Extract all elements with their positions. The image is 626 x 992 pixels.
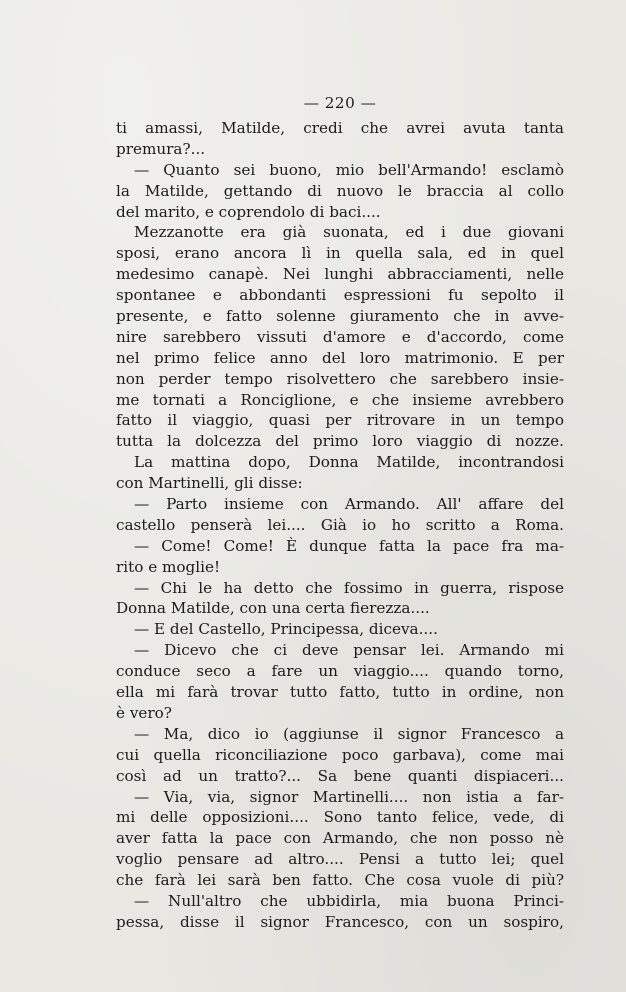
text-line: fatto il viaggio, quasi per ritrovare in un tempo: [116, 411, 564, 430]
text-line: — Via, via, signor Martinelli.... non istia a far-: [134, 787, 564, 806]
text-line: nel primo felice anno del loro matrimonio. E per: [116, 348, 564, 367]
text-line: conduce seco a fare un viaggio.... quando torno,: [116, 662, 564, 681]
text-line: — Ma, dico io (aggiunse il signor Francesco a: [134, 724, 564, 743]
text-line: rito e moglie!: [116, 557, 221, 576]
text-line: castello penserà lei.... Già io ho scritto a Roma.: [116, 515, 564, 534]
text-line: Mezzanotte era già suonata, ed i due giovani: [134, 223, 564, 242]
text-line: ti amassi, Matilde, credi che avrei avuta tanta: [116, 119, 564, 137]
text-line: tutta la dolcezza del primo loro viaggio di nozze.: [116, 432, 564, 451]
text-line: — Come! Come! È dunque fatta la pace fra ma-: [134, 536, 564, 555]
text-line: — Chi le ha detto che fossimo in guerra, rispose: [134, 578, 564, 597]
text-line: spontanee e abbondanti espressioni fu sepolto il: [116, 286, 564, 305]
text-line: medesimo canapè. Nei lunghi abbracciamenti, nelle: [116, 265, 564, 284]
text-line: sposi, erano ancora lì in quella sala, ed in quel: [116, 244, 564, 263]
text-line: la Matilde, gettando di nuovo le braccia al collo: [116, 181, 564, 200]
text-line: così ad un tratto?... Sa bene quanti dispiaceri...: [116, 766, 564, 785]
text-line: me tornati a Ronciglione, e che insieme avrebbero: [116, 390, 564, 409]
text-block: [116, 88, 564, 933]
text-line: pessa, disse il signor Francesco, con un sospiro,: [116, 912, 564, 931]
text-line: — Null'altro che ubbidirla, mia buona Princi-: [134, 891, 564, 910]
text-line: aver fatta la pace con Armando, che non posso nè: [116, 829, 564, 848]
text-line: del marito, e coprendolo di baci....: [116, 202, 381, 221]
text-line: La mattina dopo, Donna Matilde, incontrandosi: [134, 453, 564, 472]
text-line: — E del Castello, Principessa, diceva....: [134, 620, 438, 639]
text-line: che farà lei sarà ben fatto. Che cosa vuole di più?: [116, 871, 564, 890]
text-line: mi delle opposizioni.... Sono tanto felice, vede, di: [116, 808, 564, 827]
text-line: non perder tempo risolvettero che sarebbero insie-: [116, 369, 564, 388]
text-line: con Martinelli, gli disse:: [116, 474, 303, 493]
text-line: cui quella riconciliazione poco garbava), come mai: [116, 745, 564, 764]
page-number: — 220 —: [303, 94, 377, 112]
text-line: nire sarebbero vissuti d'amore e d'accordo, come: [116, 327, 564, 346]
text-line: ella mi farà trovar tutto fatto, tutto in ordine, non: [116, 683, 564, 702]
text-line: — Dicevo che ci deve pensar lei. Armando mi: [134, 641, 564, 660]
text-line: — Parto insieme con Armando. All' affare del: [134, 495, 564, 514]
text-line: presente, e fatto solenne giuramento che in avve-: [116, 307, 564, 326]
text-line: — Quanto sei buono, mio bell'Armando! esclamò: [134, 160, 564, 179]
text-line: Donna Matilde, con una certa fierezza....: [116, 599, 430, 618]
text-line: voglio pensare ad altro.... Pensi a tutto lei; quel: [116, 850, 564, 869]
text-line: premura?...: [116, 139, 206, 158]
page-body: [116, 118, 564, 933]
text-line: è vero?: [116, 703, 172, 722]
